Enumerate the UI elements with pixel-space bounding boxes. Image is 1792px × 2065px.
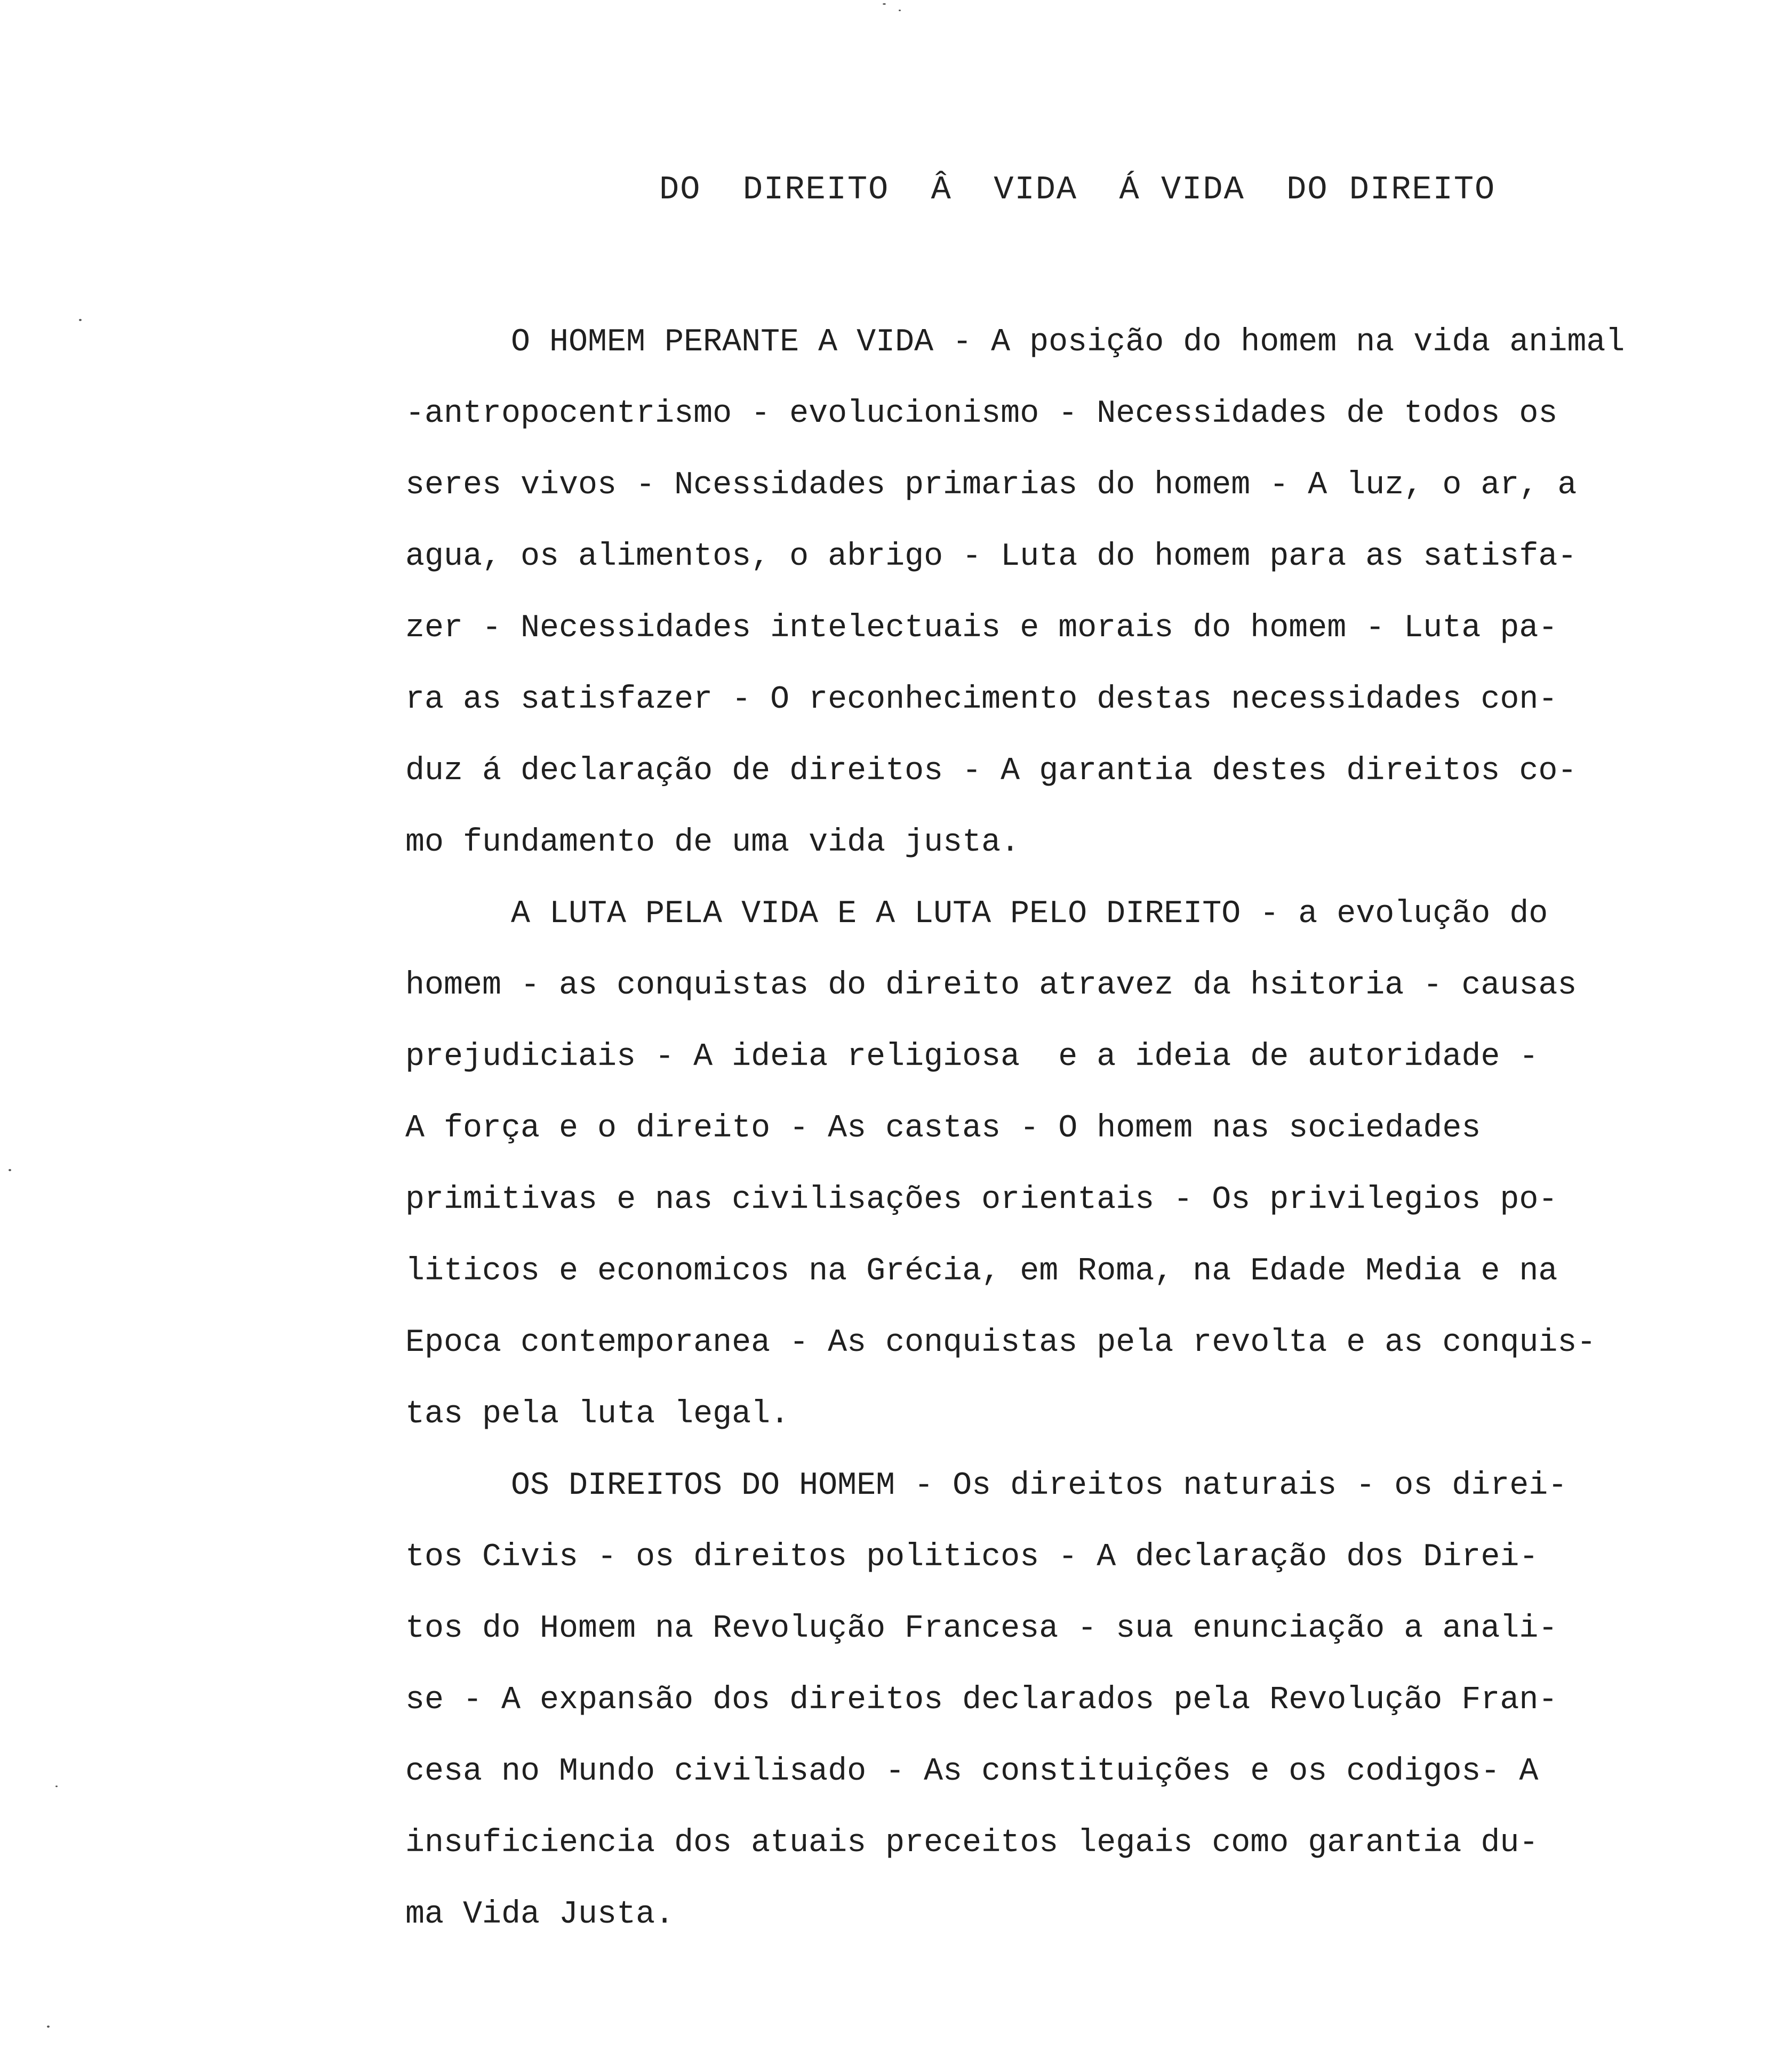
text-line: liticos e economicos na Grécia, em Roma, na Edade Media e na bbox=[405, 1253, 1558, 1290]
paper-speck bbox=[899, 10, 901, 11]
text-line: seres vivos - Ncessidades primarias do homem - A luz, o ar, a bbox=[405, 467, 1577, 503]
text-line: insuficiencia dos atuais preceitos legais como garantia du- bbox=[405, 1825, 1539, 1861]
text-line: agua, os alimentos, o abrigo - Luta do homem para as satisfa- bbox=[405, 539, 1577, 575]
paper-speck bbox=[79, 319, 82, 321]
paper-speck bbox=[883, 3, 886, 5]
paper-speck bbox=[47, 2026, 50, 2028]
section-homem-perante-a-vida bbox=[405, 307, 1760, 878]
text-line: O HOMEM PERANTE A VIDA - A posição do homem na vida animal bbox=[511, 324, 1625, 361]
text-line: -antropocentrismo - evolucionismo - Necessidades de todos os bbox=[405, 396, 1558, 432]
text-line: A LUTA PELA VIDA E A LUTA PELO DIREITO - a evolução do bbox=[511, 896, 1548, 932]
text-line: duz á declaração de direitos - A garantia destes direitos co- bbox=[405, 753, 1577, 789]
text-line: Epoca contemporanea - As conquistas pela revolta e as conquis- bbox=[405, 1325, 1596, 1361]
text-line: ma Vida Justa. bbox=[405, 1896, 675, 1933]
document-body bbox=[405, 307, 1760, 1950]
text-line: zer - Necessidades intelectuais e morais do homem - Luta pa- bbox=[405, 610, 1558, 646]
paper-speck bbox=[9, 1169, 11, 1171]
text-line: OS DIREITOS DO HOMEM - Os direitos naturais - os direi- bbox=[511, 1468, 1567, 1504]
text-line: cesa no Mundo civilisado - As constituições e os codigos- A bbox=[405, 1754, 1539, 1790]
text-line: se - A expansão dos direitos declarados pela Revolução Fran- bbox=[405, 1682, 1558, 1718]
document-title: DO DIREITO Â VIDA Á VIDA DO DIREITO bbox=[659, 171, 1496, 209]
text-line: tos do Homem na Revolução Francesa - sua enunciação a anali- bbox=[405, 1611, 1558, 1647]
text-line: primitivas e nas civilisações orientais - Os privilegios po- bbox=[405, 1182, 1558, 1218]
text-line: ra as satisfazer - O reconhecimento destas necessidades con- bbox=[405, 682, 1558, 718]
section-luta-pela-vida bbox=[405, 878, 1760, 1450]
text-line: tos Civis - os direitos politicos - A declaração dos Direi- bbox=[405, 1539, 1539, 1575]
text-line: tas pela luta legal. bbox=[405, 1396, 790, 1432]
text-line: mo fundamento de uma vida justa. bbox=[405, 825, 1020, 861]
text-line: A força e o direito - As castas - O homem nas sociedades bbox=[405, 1110, 1481, 1147]
text-line: homem - as conquistas do direito atravez da hsitoria - causas bbox=[405, 967, 1577, 1004]
paper-speck bbox=[55, 1786, 58, 1787]
text-line: prejudiciais - A ideia religiosa e a ideia de autoridade - bbox=[405, 1039, 1539, 1075]
section-direitos-do-homem bbox=[405, 1450, 1760, 1950]
